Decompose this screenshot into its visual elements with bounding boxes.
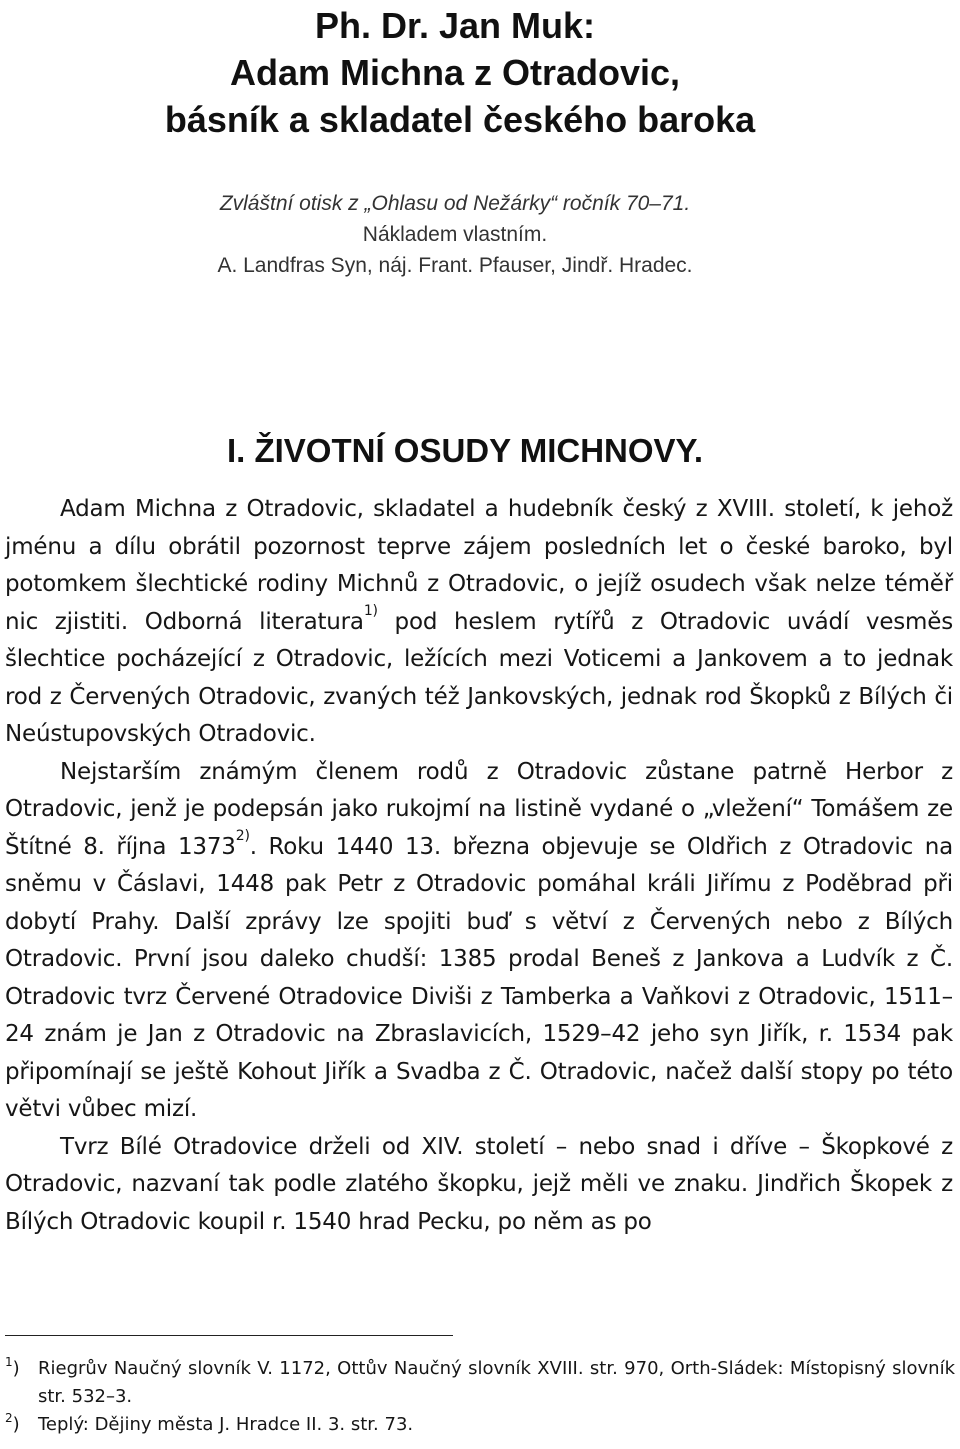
- footnote: [5, 1411, 955, 1439]
- footnote-text: Teplý: Dějiny města J. Hradce II. 3. str. 73.: [38, 1414, 414, 1435]
- footnote-reference[interactable]: 2): [235, 827, 250, 844]
- title-line: Adam Michna z Otradovic,: [229, 52, 681, 93]
- footnote-marker: $^2$): [5, 1411, 20, 1435]
- chapter-heading-text: I. ŽIVOTNÍ OSUDY MICHNOVY.: [226, 432, 704, 469]
- imprint: [0, 188, 960, 281]
- footnote: [5, 1355, 955, 1411]
- chapter-heading: [0, 431, 960, 471]
- footnote-text: Riegrův Naučný slovník V. 1172, Ottův Naučný slovník XVIII. str. 970, Orth-Sládek: Místopisný slovník str. 532–3.: [38, 1358, 955, 1407]
- document-title: [0, 2, 960, 143]
- paragraph-text: Nejstarším známým členem rodů z Otradovic zůstane patrně Herbor z Otradovic, jenž je podepsán jako rukojmí na listině vydané o „vležení“ Tomášem ze Štítné 8. října 1373: [5, 758, 953, 860]
- subtitle-line: básník a skladatel českého baroka: [164, 99, 756, 140]
- paragraph-text: Adam Michna z Otradovic, skladatel a hudebník český z XVIII. století, k jehož jménu a dílu obrátil pozornost teprve zájem posledních let o české baroko, byl potomkem šlechtické rodiny Michnů z Otradovic, o jejíž osudech však nelze téměř nic zjistiti. Odborná literatura: [5, 496, 953, 635]
- paragraph-text: pod heslem rytířů z Otradovic uvádí vesměs šlechtice pocházející z Otradovic, ležících mezi Voticemi a Jankovem a to jednak rod z Červených Otradovic, zvaných též Jankovských, jednak rod Škopků z Bílých či Neústupovských Otradovic.: [5, 608, 953, 747]
- footnote-reference[interactable]: 1): [363, 602, 378, 619]
- body-text: [5, 491, 953, 1241]
- paragraph: [5, 491, 953, 754]
- footnote-marker: $^1$): [5, 1355, 20, 1379]
- footnote-separator: [5, 1335, 453, 1336]
- imprint-printer-line: A. Landfras Syn, náj. Frant. Pfauser, Jindř. Hradec.: [217, 254, 693, 277]
- paragraph-text: . Roku 1440 13. března objevuje se Oldřich z Otradovic na sněmu v Čáslavi, 1448 pak Petr z Otradovic pomáhal králi Jiřímu z Poděbrad při dobytí Prahy. Další zprávy lze spojiti buď s větví z Červených nebo z Bílých Otradovic. První jsou daleko chudší: 1385 prodal Beneš z Jankova a Ludvík z Č. Otradovic tvrz Červené Otradovice Diviši z Tamberka a Vaňkovi z Otradovic, 1511–24 znám je Jan z Otradovic na Zbraslavicích, 1529–42 jeho syn Jiřík, r. 1534 pak připomínají se ještě Kohout Jiřík a Svadba z Č. Otradovic, načež další stopy po této větvi vůbec mizí.: [5, 833, 953, 1122]
- author-line: Ph. Dr. Jan Muk:: [314, 5, 596, 46]
- paragraph: [5, 754, 953, 1129]
- paragraph-text: Tvrz Bílé Otradovice drželi od XIV. století – nebo snad i dříve – Škopkové z Otradovic, nazvaní tak podle zlatého škopku, jejž měli ve znaku. Jindřich Škopek z Bílých Otradovic koupil r. 1540 hrad Pecku, po něm as po: [5, 1133, 953, 1235]
- imprint-reprint-line: Zvláštní otisk z „Ohlasu od Nežárky“ ročník 70–71.: [219, 192, 691, 215]
- imprint-publisher-line: Nákladem vlastním.: [362, 223, 548, 246]
- paragraph: [5, 1129, 953, 1242]
- footnotes: [5, 1355, 955, 1439]
